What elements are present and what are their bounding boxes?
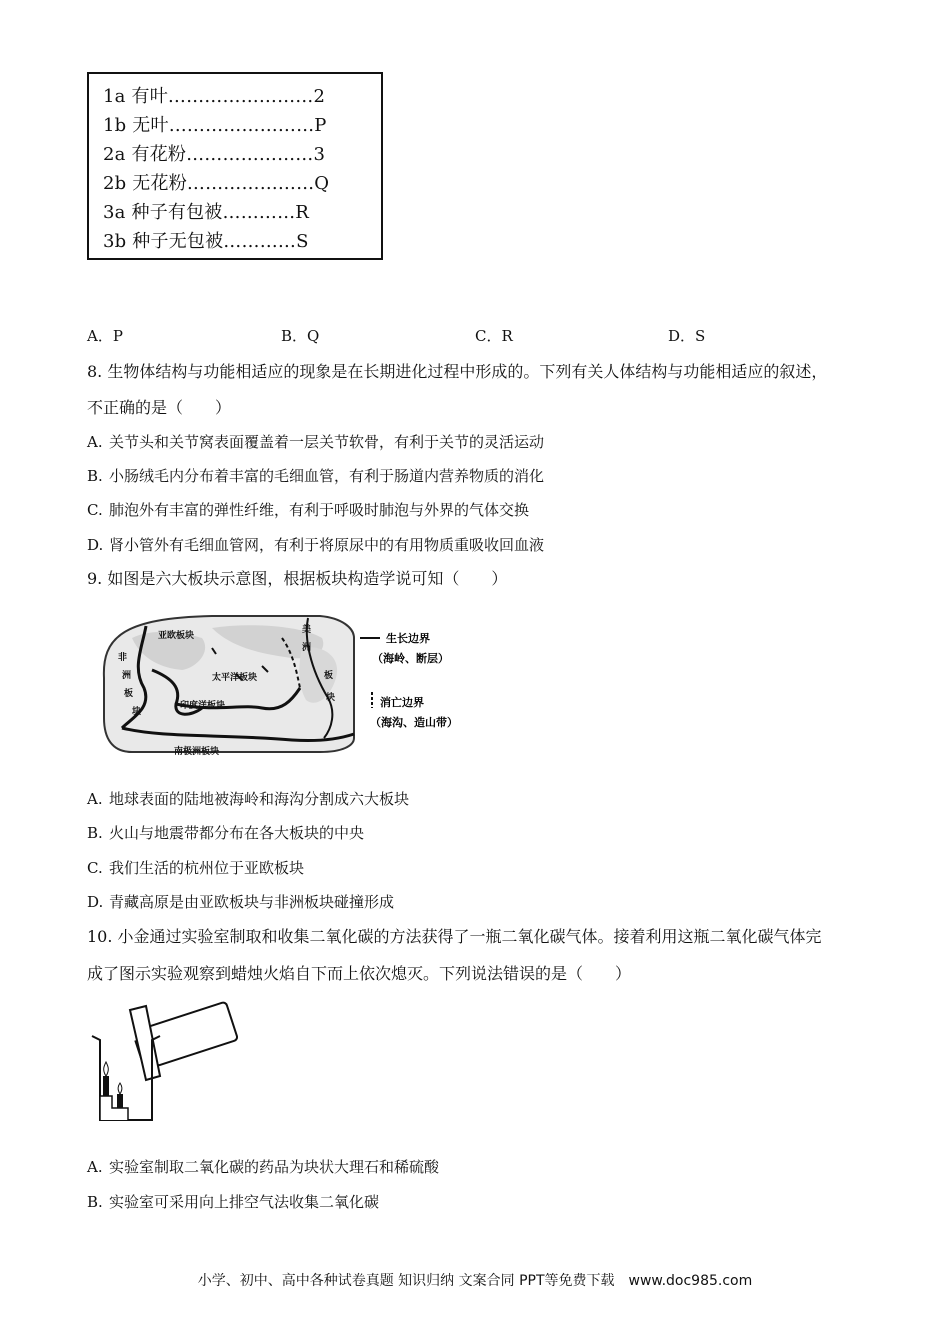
stair-stand-icon [100, 1096, 128, 1120]
map-label-america-4: 块 [326, 693, 336, 703]
upper-candle-icon [103, 1076, 109, 1096]
q8-stem-line1: 8. 生物体结构与功能相适应的现象是在长期进化过程中形成的。下列有关人体结构与功能相适应的叙述， [87, 362, 828, 381]
q9-option-d: D. 青藏高原是由亚欧板块与非洲板块碰撞形成 [87, 893, 395, 911]
map-label-eurasian: 亚欧板块 [158, 631, 195, 641]
key-line-2b: 2b 无花粉…………………Q [103, 173, 330, 194]
map-label-africa-1: 非 [118, 653, 128, 663]
q7-option-c: C．R [475, 327, 513, 345]
q9-option-a: A. 地球表面的陆地被海岭和海沟分割成六大板块 [87, 790, 410, 808]
q8-option-a: A. 关节头和关节窝表面覆盖着一层关节软骨，有利于关节的灵活运动 [87, 433, 545, 451]
map-label-africa-3: 板 [124, 689, 134, 699]
key-line-3a: 3a 种子有包被…………R [103, 202, 310, 223]
q10-stem-line2: 成了图示实验观察到蜡烛火焰自下而上依次熄灭。下列说法错误的是（ ） [87, 964, 632, 983]
q7-option-a: A．P [87, 327, 123, 345]
lower-candle-icon [117, 1094, 123, 1108]
q8-stem-line2: 不正确的是（ ） [87, 398, 232, 417]
map-label-america-3: 板 [324, 671, 334, 681]
key-line-3b: 3b 种子无包被…………S [103, 231, 309, 252]
q9-option-b: B. 火山与地震带都分布在各大板块的中央 [87, 824, 365, 842]
map-label-america-2: 洲 [302, 643, 312, 653]
plate-map-figure [92, 608, 492, 760]
map-label-africa-2: 洲 [122, 671, 132, 681]
key-line-1a: 1a 有叶……………………2 [103, 86, 326, 107]
key-line-1b: 1b 无叶……………………P [103, 115, 327, 136]
q8-option-b: B. 小肠绒毛内分布着丰富的毛细血管，有利于肠道内营养物质的消化 [87, 467, 545, 485]
legend-subduction-sub: （海沟、造山带） [370, 716, 458, 729]
map-label-indian: 印度洋板块 [180, 701, 226, 711]
q10-option-a: A. 实验室制取二氧化碳的药品为块状大理石和稀硫酸 [87, 1158, 440, 1176]
page-footer: 小学、初中、高中各种试卷真题 知识归纳 文案合同 PPT等免费下载 www.doc985.com [197, 1273, 753, 1289]
q8-option-c: C. 肺泡外有丰富的弹性纤维，有利于呼吸时肺泡与外界的气体交换 [87, 501, 530, 519]
q7-option-d: D．S [668, 327, 706, 345]
map-label-africa-4: 块 [132, 707, 142, 717]
legend-subduction: 消亡边界 [380, 696, 424, 709]
q9-stem: 9. 如图是六大板块示意图，根据板块构造学说可知（ ） [87, 569, 508, 588]
co2-candle-experiment-figure [88, 996, 248, 1126]
legend-growth-sub: （海岭、断层） [372, 652, 449, 665]
q9-option-c: C. 我们生活的杭州位于亚欧板块 [87, 859, 305, 877]
dichotomous-key-box [87, 72, 383, 260]
map-label-america-1: 美 [302, 625, 312, 635]
legend-growth: 生长边界 [386, 632, 430, 645]
key-line-2a: 2a 有花粉…………………3 [103, 144, 326, 165]
q8-option-d: D. 肾小管外有毛细血管网，有利于将原尿中的有用物质重吸收回血液 [87, 536, 545, 554]
q7-option-b: B．Q [281, 327, 320, 345]
map-label-pacific: 太平洋板块 [212, 673, 258, 683]
q10-stem-line1: 10. 小金通过实验室制取和收集二氧化碳的方法获得了一瓶二氧化碳气体。接着利用这瓶二氧化碳气体完 [87, 927, 822, 946]
map-label-antarctic: 南极洲板块 [174, 747, 220, 757]
q10-option-b: B. 实验室可采用向上排空气法收集二氧化碳 [87, 1193, 380, 1211]
